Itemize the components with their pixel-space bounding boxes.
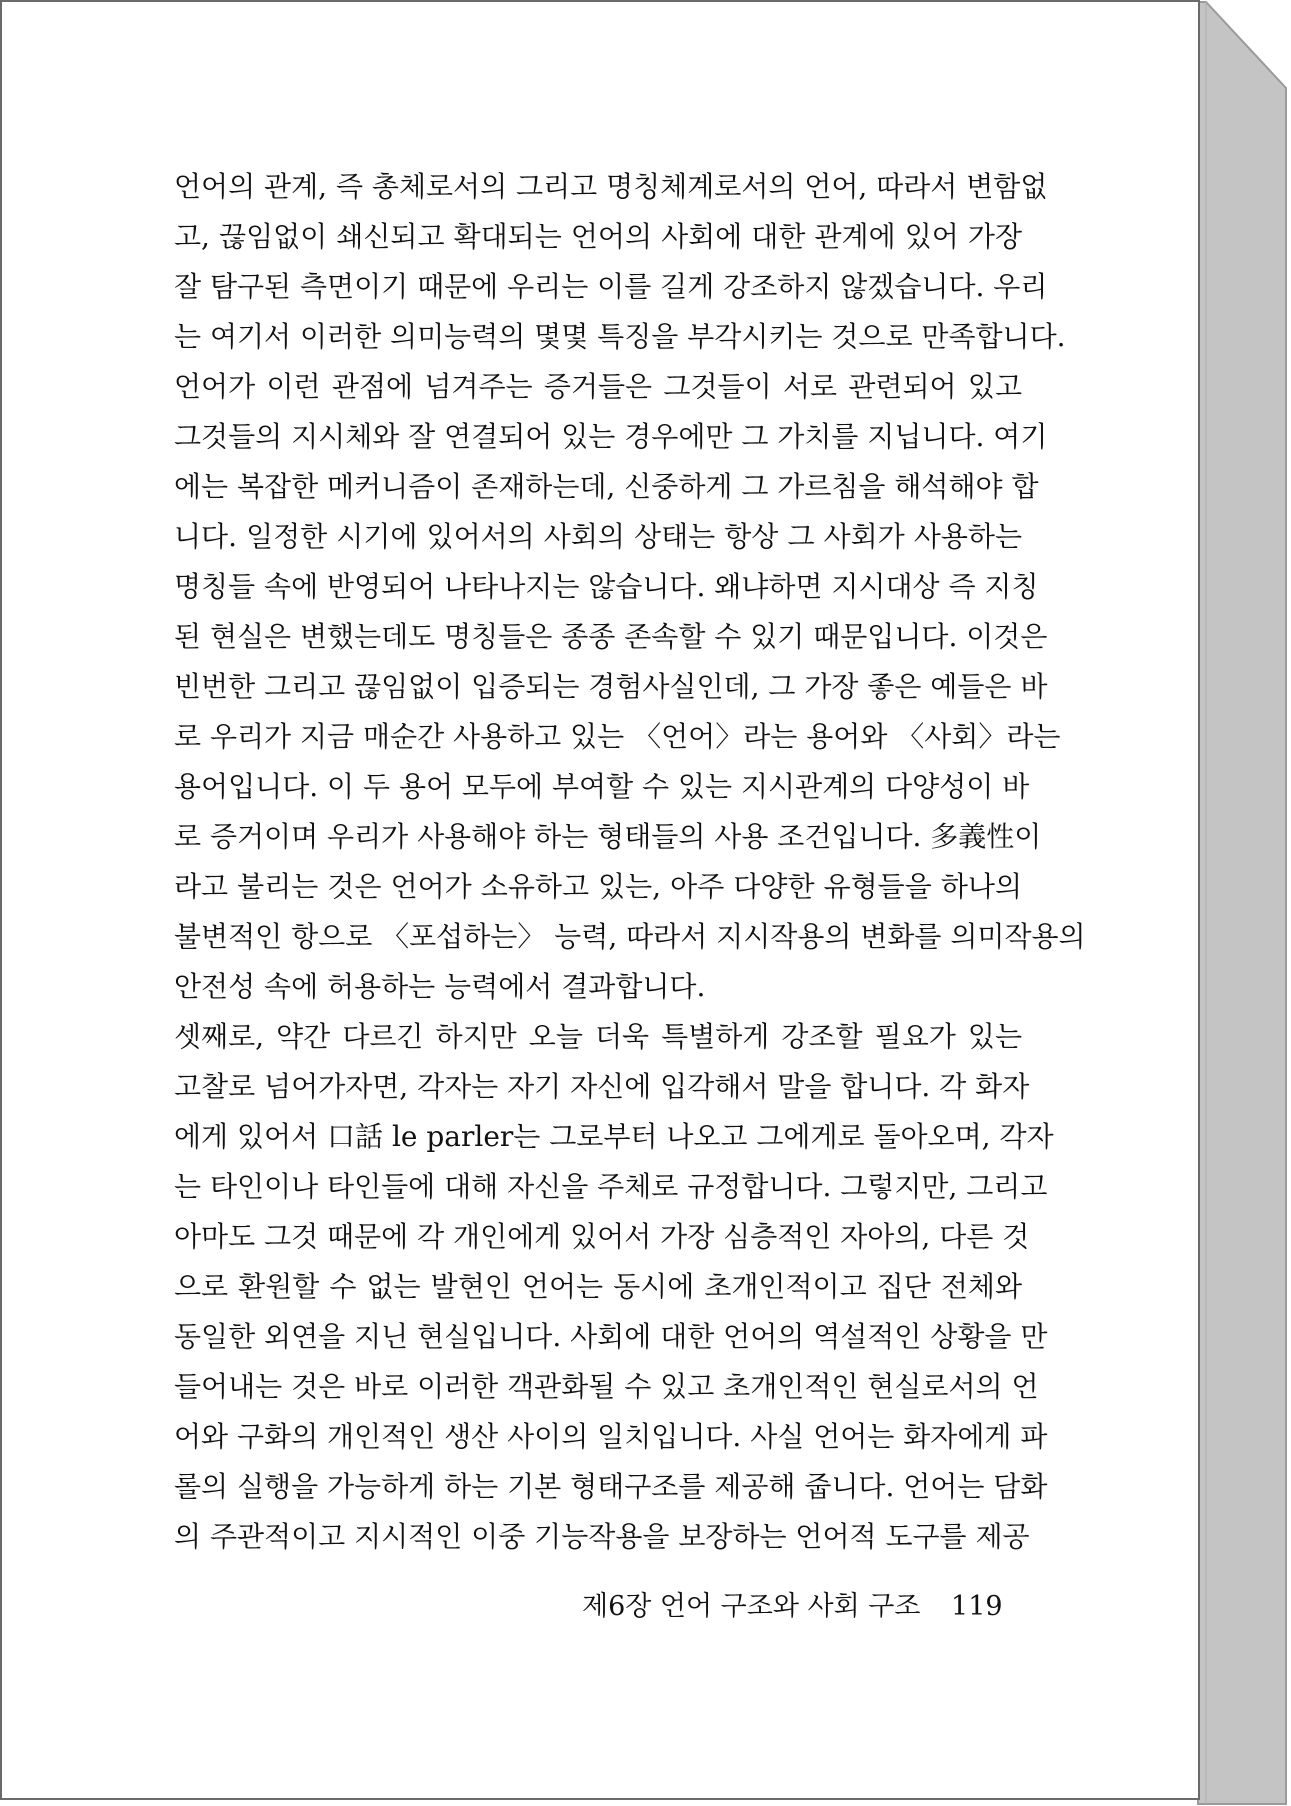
text-line: 잘 탐구된 측면이기 때문에 우리는 이를 길게 강조하지 않겠습니다. 우리 bbox=[174, 270, 1048, 303]
text-line: 고찰로 넘어가자면, 각자는 자기 자신에 입각해서 말을 합니다. 각 화자 bbox=[174, 1070, 1030, 1103]
text-line: 된 현실은 변했는데도 명칭들은 종종 존속할 수 있기 때문입니다. 이것은 bbox=[174, 620, 1048, 653]
text-line: 로 증거이며 우리가 사용해야 하는 형태들의 사용 조건입니다. 多義性이 bbox=[174, 820, 1042, 853]
running-head: 제6장 언어 구조와 사회 구조 bbox=[582, 1591, 921, 1622]
page-number: 119 bbox=[951, 1591, 1003, 1622]
text-line: 안전성 속에 허용하는 능력에서 결과합니다. bbox=[174, 970, 706, 1003]
text-line: 라고 불리는 것은 언어가 소유하고 있는, 아주 다양한 유형들을 하나의 bbox=[174, 870, 1022, 903]
text-line: 의 주관적이고 지시적인 이중 기능작용을 보장하는 언어적 도구를 제공 bbox=[174, 1520, 1030, 1553]
text-line: 셋째로, 약간 다르긴 하지만 오늘 더욱 특별하게 강조할 필요가 있는 bbox=[174, 1020, 1022, 1053]
text-line: 에게 있어서 口話 le parler는 그로부터 나오고 그에게로 돌아오며, 각자 bbox=[174, 1120, 1054, 1153]
text-line: 용어입니다. 이 두 용어 모두에 부여할 수 있는 지시관계의 다양성이 바 bbox=[174, 770, 1030, 803]
text-line: 으로 환원할 수 없는 발현인 언어는 동시에 초개인적이고 집단 전체와 bbox=[174, 1270, 1022, 1303]
text-line: 동일한 외연을 지닌 현실입니다. 사회에 대한 언어의 역설적인 상황을 만 bbox=[174, 1320, 1048, 1353]
text-line: 에는 복잡한 메커니즘이 존재하는데, 신중하게 그 가르침을 해석해야 합 bbox=[174, 470, 1039, 503]
text-line: 언어가 이런 관점에 넘겨주는 증거들은 그것들이 서로 관련되어 있고 bbox=[174, 370, 1022, 403]
text-line: 언어의 관계, 즉 총체로서의 그리고 명칭체계로서의 언어, 따라서 변함없 bbox=[174, 170, 1048, 203]
text-line: 롤의 실행을 가능하게 하는 기본 형태구조를 제공해 줍니다. 언어는 담화 bbox=[174, 1470, 1048, 1503]
page-footer bbox=[582, 1584, 1002, 1623]
text-line: 니다. 일정한 시기에 있어서의 사회의 상태는 항상 그 사회가 사용하는 bbox=[174, 520, 1022, 553]
text-line: 불변적인 항으로 〈포섭하는〉 능력, 따라서 지시작용의 변화를 의미작용의 bbox=[174, 920, 1086, 953]
text-line: 빈번한 그리고 끊임없이 입증되는 경험사실인데, 그 가장 좋은 예들은 바 bbox=[174, 670, 1048, 703]
text-line: 명칭들 속에 반영되어 나타나지는 않습니다. 왜냐하면 지시대상 즉 지칭 bbox=[174, 570, 1039, 603]
text-line: 어와 구화의 개인적인 생산 사이의 일치입니다. 사실 언어는 화자에게 파 bbox=[174, 1420, 1048, 1453]
text-line: 는 여기서 이러한 의미능력의 몇몇 특징을 부각시키는 것으로 만족합니다. bbox=[174, 320, 1066, 353]
text-line: 아마도 그것 때문에 각 개인에게 있어서 가장 심층적인 자아의, 다른 것 bbox=[174, 1220, 1030, 1253]
text-line: 로 우리가 지금 매순간 사용하고 있는 〈언어〉라는 용어와 〈사회〉라는 bbox=[174, 720, 1061, 753]
text-line: 들어내는 것은 바로 이러한 객관화될 수 있고 초개인적인 현실로서의 언 bbox=[174, 1370, 1039, 1403]
text-line: 그것들의 지시체와 잘 연결되어 있는 경우에만 그 가치를 지닙니다. 여기 bbox=[174, 420, 1048, 453]
text-line: 는 타인이나 타인들에 대해 자신을 주체로 규정합니다. 그렇지만, 그리고 bbox=[174, 1170, 1048, 1203]
page-body-text bbox=[174, 162, 1086, 1562]
text-line: 고, 끊임없이 쇄신되고 확대되는 언어의 사회에 대한 관계에 있어 가장 bbox=[174, 220, 1022, 253]
